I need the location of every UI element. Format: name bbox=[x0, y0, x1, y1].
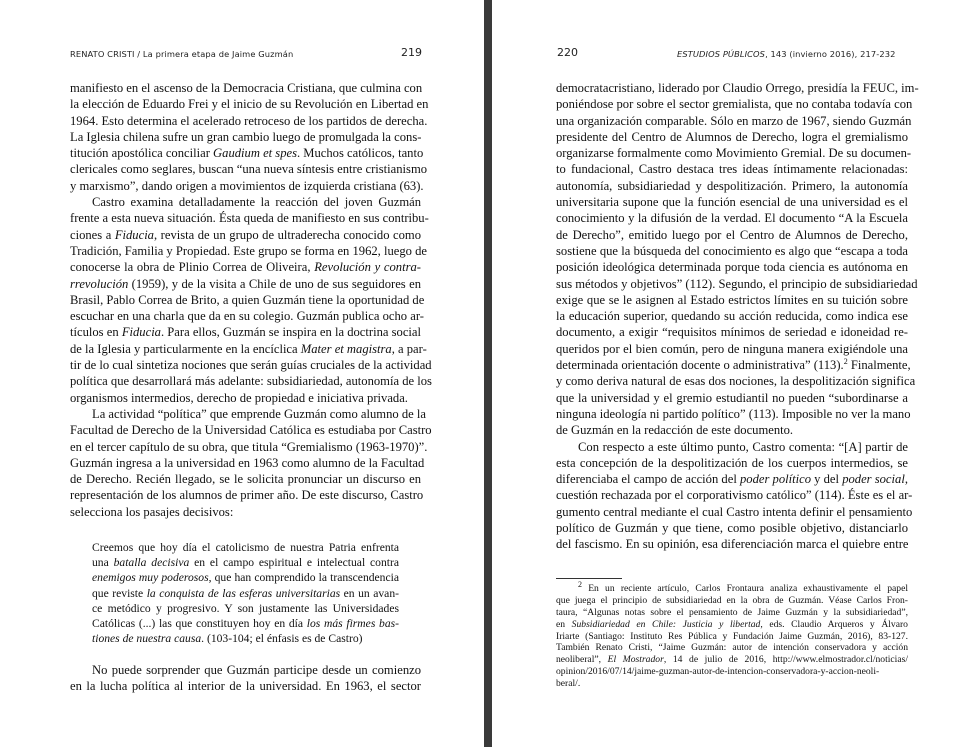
text-line: No puede sorprender que Guzmán participe desde un comienzo bbox=[92, 663, 421, 677]
left-page bbox=[0, 0, 484, 747]
running-head-right: ESTUDIOS PÚBLICOS, 143 (invierno 2016), 217-232 bbox=[677, 49, 896, 59]
text-line: político de Guzmán y que tiene, como posible objetivo, distanciarlo bbox=[556, 521, 908, 536]
text-line: tir de lo cual sintetiza nociones que serán guías cruciales de la actividad bbox=[70, 358, 432, 373]
quote-line: Católicas (...) las que constituyen hoy en día los más firmes bas- bbox=[92, 616, 399, 630]
text-line: la elección de Eduardo Frei y el inicio de su Revolución en Libertad en bbox=[70, 97, 429, 112]
text-line: Facultad de Derecho de la Universidad Católica es estudiaba por Castro bbox=[70, 423, 432, 438]
footnote-line: opinion/2016/07/14/jaime-guzman-autor-de-intencion-conservadora-y-accion-neoli- bbox=[556, 666, 880, 678]
text-line: y como deriva natural de esas dos nociones, la despolitización significa bbox=[556, 374, 916, 389]
text-line: democratacristiano, liderado por Claudio Orrego, presidía la FEUC, im- bbox=[556, 81, 919, 95]
footnote-marker: 2 bbox=[578, 579, 582, 589]
text-line: clericales como seglares, buscan “una nueva síntesis entre cristianismo bbox=[70, 162, 428, 177]
text-line: organizarse formalmente como Movimiento Gremial. De su documen- bbox=[556, 146, 912, 161]
text-line: esta concepción de la despolitización de los cuerpos intermedios, se bbox=[556, 455, 908, 470]
running-head-left: RENATO CRISTI / La primera etapa de Jaime Guzmán bbox=[70, 49, 294, 59]
quote-line: una batalla decisiva en el campo espiritual e intelectual contra bbox=[92, 556, 399, 570]
right-body-text bbox=[556, 80, 919, 553]
footnote-line: neoliberal”, El Mostrador, 14 de julio de 2016, http://www.elmostrador.cl/noticias/ bbox=[556, 654, 908, 666]
text-line: sus métodos y objetivos” (112). Segundo, el principio de subsidiariedad bbox=[556, 276, 918, 291]
footnote-line: Iriarte (Santiago: Instituto Res Pública y Fundación Jaime Guzmán, 2016), 83-127. bbox=[556, 630, 908, 642]
quote-line: tiones de nuestra causa. (103-104; el énfasis es de Castro) bbox=[92, 632, 363, 646]
text-line: conocerse la obra de Plinio Correa de Oliveira, Revolución y contra- bbox=[70, 260, 421, 275]
text-line: organismos intermedios, derecho de propiedad e iniciativa privada. bbox=[70, 390, 408, 405]
text-line: Tradición, Familia y Propiedad. Este grupo se forma en 1962, luego de bbox=[70, 243, 427, 258]
text-line: rrevolución (1959), y de la visita a Chile de uno de sus seguidores en bbox=[70, 276, 421, 291]
left-after-quote-text bbox=[70, 662, 421, 695]
text-line: queridos por el bien común, pero de ninguna manera exigiéndole una bbox=[556, 341, 908, 356]
text-line: 1964. Esto determina el acelerado retroceso de los partidos de derecha. bbox=[70, 113, 428, 128]
text-line: ninguna ideología ni partido político” (113). Imposible no ver la mano bbox=[556, 406, 911, 421]
footnote-line: taura, “Algunas notas sobre el pensamiento de Jaime Guzmán y la subsidiariedad”, bbox=[556, 606, 908, 618]
text-line: Guzmán ingresa a la universidad en 1963 como alumno de la Facultad bbox=[70, 455, 425, 470]
text-line: política que desarrollará más adelante: subsidiariedad, autonomía de los bbox=[70, 374, 432, 389]
footnote-line: beral/. bbox=[556, 678, 581, 690]
text-line: documento, a exigir “requisitos mínimos de seriedad e idoneidad re- bbox=[556, 325, 908, 340]
footnote-line: que juega el principio de subsidiariedad en la obra de Guzmán. Véase Carlos Fron- bbox=[556, 594, 908, 606]
text-line: frente a esta nueva situación. Ésta queda de manifiesto en sus contribu- bbox=[70, 211, 429, 226]
page-number-right: 220 bbox=[557, 46, 578, 59]
text-line: representación de los alumnos de primer año. De este discurso, Castro bbox=[70, 488, 424, 503]
text-line: Castro examina detalladamente la reacción del joven Guzmán bbox=[92, 195, 421, 210]
text-line: en el tercer capítulo de su obra, que titula “Gremialismo (1963-1970)”. bbox=[70, 439, 428, 454]
text-line: de Guzmán en la redacción de este documento. bbox=[556, 423, 794, 438]
book-gutter bbox=[484, 0, 492, 747]
text-line: La actividad “política” que emprende Guzmán como alumno de la bbox=[92, 406, 426, 421]
text-line: que la universidad y el gremio estudiantil no pueden “subordinarse a bbox=[556, 390, 908, 405]
footnote-ref: 2 bbox=[843, 356, 848, 366]
text-line: posición ideológica determinada porque toda ciencia es autónoma en bbox=[556, 260, 908, 275]
text-line: cuestión rechazada por el corporativismo católico” (114). Éste es el ar- bbox=[556, 488, 913, 503]
text-line: una organización comparable. Sólo en marzo de 1967, siendo Guzmán bbox=[556, 113, 912, 128]
text-line: selecciona los pasajes decisivos: bbox=[70, 504, 234, 519]
footnote-line: en Subsidiariedad en Chile: Justicia y libertad, eds. Claudio Arqueros y Álvaro bbox=[556, 618, 908, 630]
footnote-rule bbox=[556, 578, 622, 579]
left-body-text bbox=[70, 80, 432, 520]
text-line: ciones a Fiducia, revista de un grupo de ultraderecha conocido como bbox=[70, 227, 421, 242]
text-line: titución apostólica conciliar Gaudium et spes. Muchos católicos, tanto bbox=[70, 146, 424, 161]
text-line: poniéndose por sobre el sector gremialista, que no contaba todavía con bbox=[556, 97, 913, 112]
text-line: en la lucha política al interior de la universidad. En 1963, el sector bbox=[70, 679, 421, 694]
text-line: presidente del Centro de Alumnos de Derecho, logra el gremialismo bbox=[556, 129, 908, 144]
text-line: sostiene que la búsqueda del conocimiento es algo que “escapa a toda bbox=[556, 243, 908, 258]
footnote-line: $^2$ En un reciente artículo, Carlos Frontaura analiza exhaustivamente el papel bbox=[578, 579, 908, 594]
page-number-left: 219 bbox=[401, 46, 422, 59]
text-line: escuchar en una charla que da en su colegio. Guzmán publica ocho ar- bbox=[70, 309, 424, 324]
text-line: conocimiento y la difusión de la verdad. El documento “A la Escuela bbox=[556, 211, 908, 226]
text-line: Con respecto a este último punto, Castro comenta: “[A] partir de bbox=[578, 439, 908, 454]
quote-line: Creemos que hoy día el catolicismo de nuestra Patria enfrenta bbox=[92, 541, 399, 554]
text-line: de Derecho”, emitido luego por el Centro de Alumnos de Derecho, bbox=[556, 227, 908, 242]
footnote bbox=[556, 579, 908, 690]
block-quote bbox=[92, 540, 399, 646]
text-line: y marxismo”, dando origen a movimientos de izquierda cristiana (63). bbox=[70, 178, 424, 193]
text-line: to fundacional, Castro destaca tres ideas íntimamente relacionadas: bbox=[556, 162, 908, 177]
text-line: determinada orientación docente o administrativa” (113).$^2$ Finalmente, bbox=[556, 356, 911, 373]
text-line: diferenciaba el campo de acción del poder político y del poder social, bbox=[556, 472, 908, 487]
text-line: universitaria supone que la función esencial de una universidad es el bbox=[556, 195, 908, 210]
text-line: gumento central mediante el cual Castro intenta definir el pensamiento bbox=[556, 504, 913, 519]
quote-line: ce metódico y progresivo. Y son justamente las Universidades bbox=[92, 601, 399, 615]
text-line: la educación superior, quedando su acción reducida, como indica ese bbox=[556, 309, 908, 324]
text-line: de la Iglesia y particularmente en la encíclica Mater et magistra, a par- bbox=[70, 341, 427, 356]
text-line: La Iglesia chilena sufre un gran cambio luego de promulgada la cons- bbox=[70, 129, 422, 144]
quote-line: que reviste la conquista de las esferas universitarias en un avan- bbox=[92, 586, 399, 600]
text-line: Brasil, Pablo Correa de Brito, a quien Guzmán tiene la oportunidad de bbox=[70, 292, 425, 307]
footnote-line: También Renato Cristi, “Jaime Guzmán: autor de intención conservadora y acción bbox=[556, 642, 908, 654]
text-line: del fascismo. En su opinión, esa diferenciación marca el quiebre entre bbox=[556, 537, 909, 552]
text-line: tículos en Fiducia. Para ellos, Guzmán se inspira en la doctrina social bbox=[70, 325, 422, 340]
quote-line: enemigos muy poderosos, que han comprendido la transcendencia bbox=[92, 571, 399, 585]
text-line: de Derecho. Recién llegado, se le solicita pronunciar un discurso en bbox=[70, 472, 421, 487]
text-line: exige que se le asignen al Estado estrictos límites en su tuición sobre bbox=[556, 292, 908, 307]
text-line: manifiesto en el ascenso de la Democracia Cristiana, que culmina con bbox=[70, 81, 423, 95]
text-line: autonomía, subsidiariedad y despolitización. Primero, la autonomía bbox=[556, 178, 908, 193]
right-page bbox=[492, 0, 980, 747]
